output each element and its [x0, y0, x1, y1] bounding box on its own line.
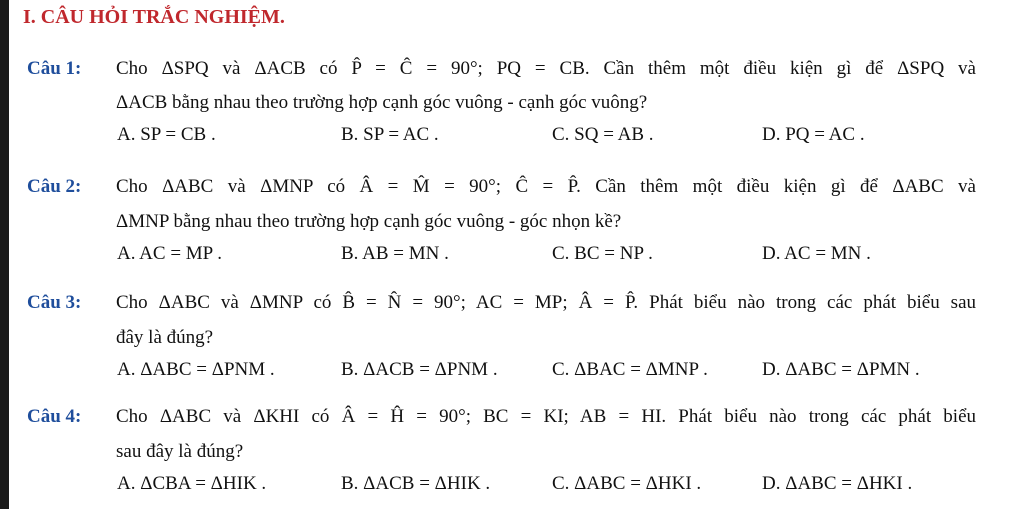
question-label: Câu 3: — [27, 292, 82, 313]
question-label: Câu 2: — [27, 176, 82, 197]
option-b[interactable]: B. AB = MN . — [341, 243, 449, 264]
option-a[interactable]: A. SP = CB . — [117, 124, 216, 145]
option-a[interactable]: A. ΔABC = ΔPNM . — [117, 359, 275, 380]
option-b[interactable]: B. ΔACB = ΔPNM . — [341, 359, 498, 380]
question-text-line-2: sau đây là đúng? — [116, 441, 244, 462]
question-label: Câu 4: — [27, 406, 82, 427]
question-text-line-1: Cho ΔABC và ΔKHI có Â = Ĥ = 90°; BC = KI; AB = HI. Phát biểu nào trong các phát biểu — [116, 406, 976, 427]
option-c[interactable]: C. SQ = AB . — [552, 124, 654, 145]
option-b[interactable]: B. SP = AC . — [341, 124, 439, 145]
option-c[interactable]: C. ΔABC = ΔHKI . — [552, 473, 702, 494]
question-text-line-1: Cho ΔABC và ΔMNP có B̂ = N̂ = 90°; AC = MP; Â = P̂. Phát biểu nào trong các phát biểu sau — [116, 292, 976, 313]
question-text-line-1: Cho ΔSPQ và ΔACB có P̂ = Ĉ = 90°; PQ = CB. Cần thêm một điều kiện gì để ΔSPQ và — [116, 58, 976, 79]
option-c[interactable]: C. ΔBAC = ΔMNP . — [552, 359, 708, 380]
question-text-line-2: ΔACB bằng nhau theo trường hợp cạnh góc vuông - cạnh góc vuông? — [116, 92, 648, 113]
option-d[interactable]: D. ΔABC = ΔPMN . — [762, 359, 920, 380]
question-label: Câu 1: — [27, 58, 82, 79]
option-a[interactable]: A. AC = MP . — [117, 243, 223, 264]
worksheet-page — [9, 0, 1024, 509]
option-d[interactable]: D. AC = MN . — [762, 243, 871, 264]
question-text-line-1: Cho ΔABC và ΔMNP có Â = M̂ = 90°; Ĉ = P̂. Cần thêm một điều kiện gì để ΔABC và — [116, 176, 976, 197]
question-text-line-2: đây là đúng? — [116, 327, 214, 348]
option-d[interactable]: D. ΔABC = ΔHKI . — [762, 473, 913, 494]
option-d[interactable]: D. PQ = AC . — [762, 124, 865, 145]
option-a[interactable]: A. ΔCBA = ΔHIK . — [117, 473, 267, 494]
option-c[interactable]: C. BC = NP . — [552, 243, 653, 264]
option-b[interactable]: B. ΔACB = ΔHIK . — [341, 473, 491, 494]
section-heading: I. CÂU HỎI TRẮC NGHIỆM. — [23, 6, 285, 28]
question-text-line-2: ΔMNP bằng nhau theo trường hợp cạnh góc vuông - góc nhọn kề? — [116, 211, 622, 232]
